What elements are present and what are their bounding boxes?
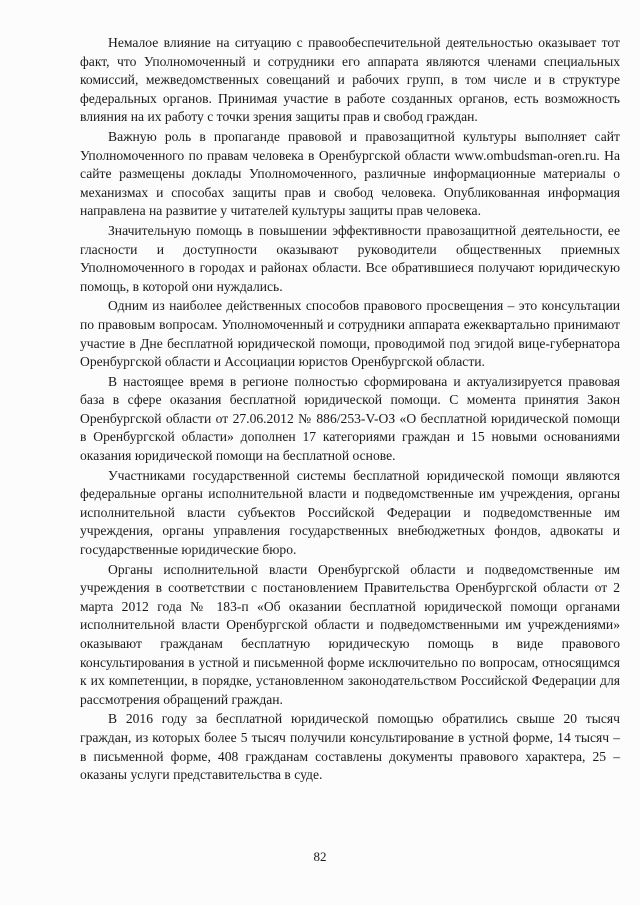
- paragraph-2: Важную роль в пропаганде правовой и правозащитной культуры выполняет сайт Уполномоченного по правам человека в Оренбургской области www.ombudsman-oren.ru. На сайте размещены доклады Уполномоченного, различные информационные материалы о механизмах и способах защиты прав и свобод человека. Опубликованная информация направлена на развитие у читателей культуры защиты прав человека.: [80, 128, 620, 219]
- paragraph-5: В настоящее время в регионе полностью сформирована и актуализируется правовая база в сфере оказания бесплатной юридической помощи. С момента принятия Закон Оренбургской области от 27.06.2012 № 886/253-V-ОЗ «О бесплатной юридической помощи в Оренбургской области» дополнен 17 категориями граждан и 15 новыми основаниями оказания юридической помощи на бесплатной основе.: [80, 373, 620, 464]
- page-number: 82: [313, 849, 327, 864]
- paragraph-1: Немалое влияние на ситуацию с правообеспечительной деятельностью оказывает тот факт, что Уполномоченный и сотрудники его аппарата являются членами специальных комиссий, межведомственных совещаний и рабочих групп, в том числе и в структуре федеральных органов. Принимая участие в работе созданных органов, есть возможность влияния на их работу с точки зрения защиты прав и свобод граждан.: [80, 35, 620, 125]
- paragraph-3: Значительную помощь в повышении эффективности правозащитной деятельности, ее гласности и доступности оказывают руководители общественных приемных Уполномоченного в городах и районах области. Все обратившиеся получают юридическую помощь, в которой они нуждались.: [80, 222, 620, 294]
- paragraph-6: Участниками государственной системы бесплатной юридической помощи являются федеральные органы исполнительной власти и подведомственные им учреждения, органы исполнительной власти субъектов Российской Федерации и подведомственные им учреждения, органы управления государственных внебюджетных фондов, адвокаты и государственные юридические бюро.: [80, 467, 620, 558]
- paragraph-4: Одним из наиболее действенных способов правового просвещения – это консультации по правовым вопросам. Уполномоченный и сотрудники аппарата ежеквартально принимают участие в Дне бесплатной юридической помощи, проводимой под эгидой вице-губернатора Оренбургской области и Ассоциации юристов Оренбургской области.: [80, 298, 620, 370]
- paragraph-7: Органы исполнительной власти Оренбургской области и подведомственные им учреждения в соответствии с постановлением Правительства Оренбургской области от 2 марта 2012 года № 183-п «Об оказании бесплатной юридической помощи органами исполнительной власти Оренбургской области и подведомственными им учреждениями» оказывают гражданам бесплатную юридическую помощь в виде правового консультирования в устной и письменной форме исключительно по вопросам, относящимся к их компетенции, в порядке, установленном законодательством Российской Федерации для рассмотрения обращений граждан.: [80, 561, 620, 707]
- body-text: [80, 34, 620, 785]
- paragraph-8: В 2016 году за бесплатной юридической помощью обратились свыше 20 тысяч граждан, из которых более 5 тысяч получили консультирование в устной форме, 14 тысяч – в письменной форме, 408 гражданам составлены документы правового характера, 25 – оказаны услуги представительства в суде.: [80, 711, 620, 783]
